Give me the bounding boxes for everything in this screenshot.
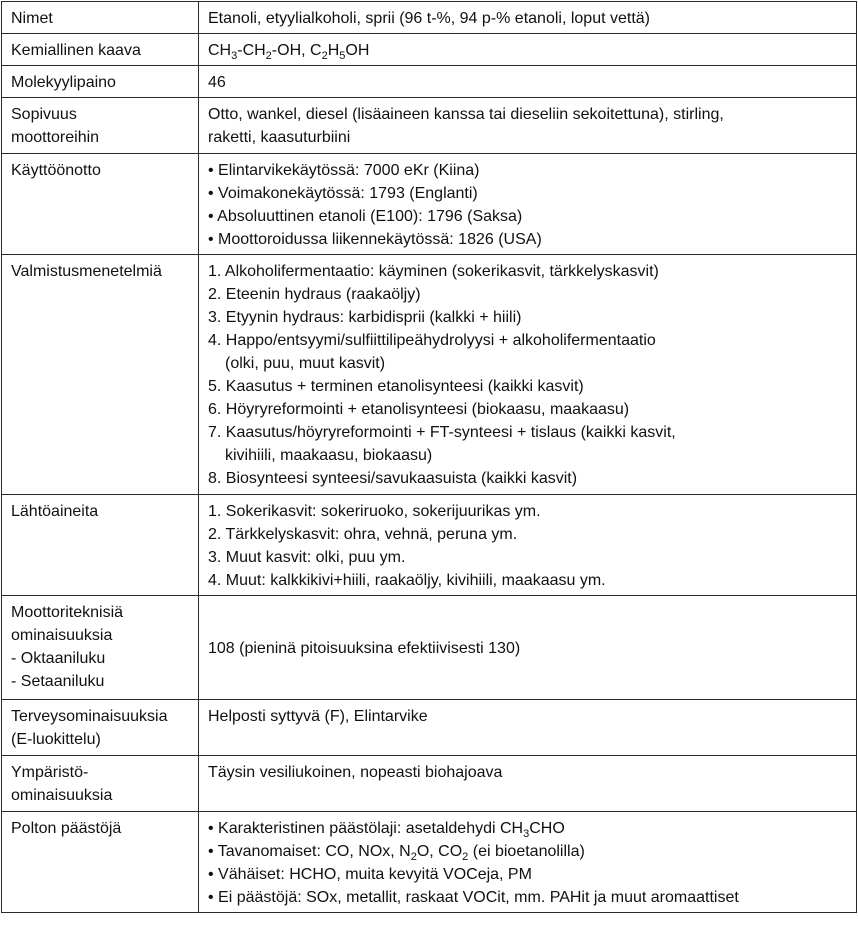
table-row [2,596,857,700]
table-row [2,756,857,812]
row-label: Käyttöönotto [2,154,199,255]
row-label: Ympäristö- ominaisuuksia [2,756,199,812]
row-label: Sopivuus moottoreihin [2,98,199,154]
table-row [2,255,857,495]
row-label: Valmistusmenetelmiä [2,255,199,495]
row-value: 1. Alkoholifermentaatio: käyminen (sokerikasvit, tärkkelyskasvit) 2. Eteenin hydraus (raakaöljy) 3. Etyynin hydraus: karbidisprii (kalkki + hiili) 4. Happo/entsyymi/sulfiittilipeähydrolyysi + alkoholifermentaatio (olki, puu, muut kasvit) 5. Kaasutus + terminen etanolisynteesi (kaikki kasvit) 6. Höyryreformointi + etanolisynteesi (biokaasu, maakaasu) 7. Kaasutus/höyryreformointi + FT-synteesi + tislaus (kaikki kasvit, kivihiili, maakaasu, biokaasu) 8. Biosynteesi synteesi/savukaasuista (kaikki kasvit) [199,255,857,495]
row-value: Täysin vesiliukoinen, nopeasti biohajoava [199,756,857,812]
row-label: Terveysominaisuuksia (E-luokittelu) [2,700,199,756]
table-row [2,98,857,154]
row-label: Molekyylipaino [2,66,199,98]
table-row [2,66,857,98]
row-value [199,34,857,66]
table-row [2,154,857,255]
fuel-properties-table [1,1,857,913]
table-row [2,34,857,66]
table-row [2,812,857,913]
table-row [2,700,857,756]
row-label: Lähtöaineita [2,495,199,596]
row-value: • Elintarvikekäytössä: 7000 eKr (Kiina) • Voimakonekäytössä: 1793 (Englanti) • Absoluuttinen etanoli (E100): 1796 (Saksa) • Moottoroidussa liikennekäytössä: 1826 (USA) [199,154,857,255]
row-label: Moottoriteknisiä ominaisuuksia - Oktaaniluku - Setaaniluku [2,596,199,700]
row-label: Kemiallinen kaava [2,34,199,66]
row-label: Nimet [2,2,199,34]
row-value: • Karakteristinen päästölaji: asetaldehydi $CH_3CHO$ • Tavanomaiset: CO, NOx, $N_2O$, $CO_2$ (ei bioetanolilla) • Vähäiset: HCHO, muita kevyitä VOCeja, PM • Ei päästöjä: SOx, metallit, raskaat VOCit, mm. PAHit ja muut aromaattiset [199,812,857,913]
row-value: 108 (pieninä pitoisuuksina efektiivisesti 130) [199,596,857,700]
row-value: Helposti syttyvä (F), Elintarvike [199,700,857,756]
chemical-formula: $CH_3-CH_2-OH$, $C_2H_5OH$ [208,42,370,62]
table-row [2,495,857,596]
row-label: Polton päästöjä [2,812,199,913]
row-value: Otto, wankel, diesel (lisäaineen kanssa tai dieseliin sekoitettuna), stirling, raketti, kaasuturbiini [199,98,857,154]
row-value: 1. Sokerikasvit: sokeriruoko, sokerijuurikas ym. 2. Tärkkelyskasvit: ohra, vehnä, peruna ym. 3. Muut kasvit: olki, puu ym. 4. Muut: kalkkikivi+hiili, raakaöljy, kivihiili, maakaasu ym. [199,495,857,596]
table-row [2,2,857,34]
row-value: 46 [199,66,857,98]
row-value: Etanoli, etyylialkoholi, sprii (96 t-%, 94 p-% etanoli, loput vettä) [199,2,857,34]
